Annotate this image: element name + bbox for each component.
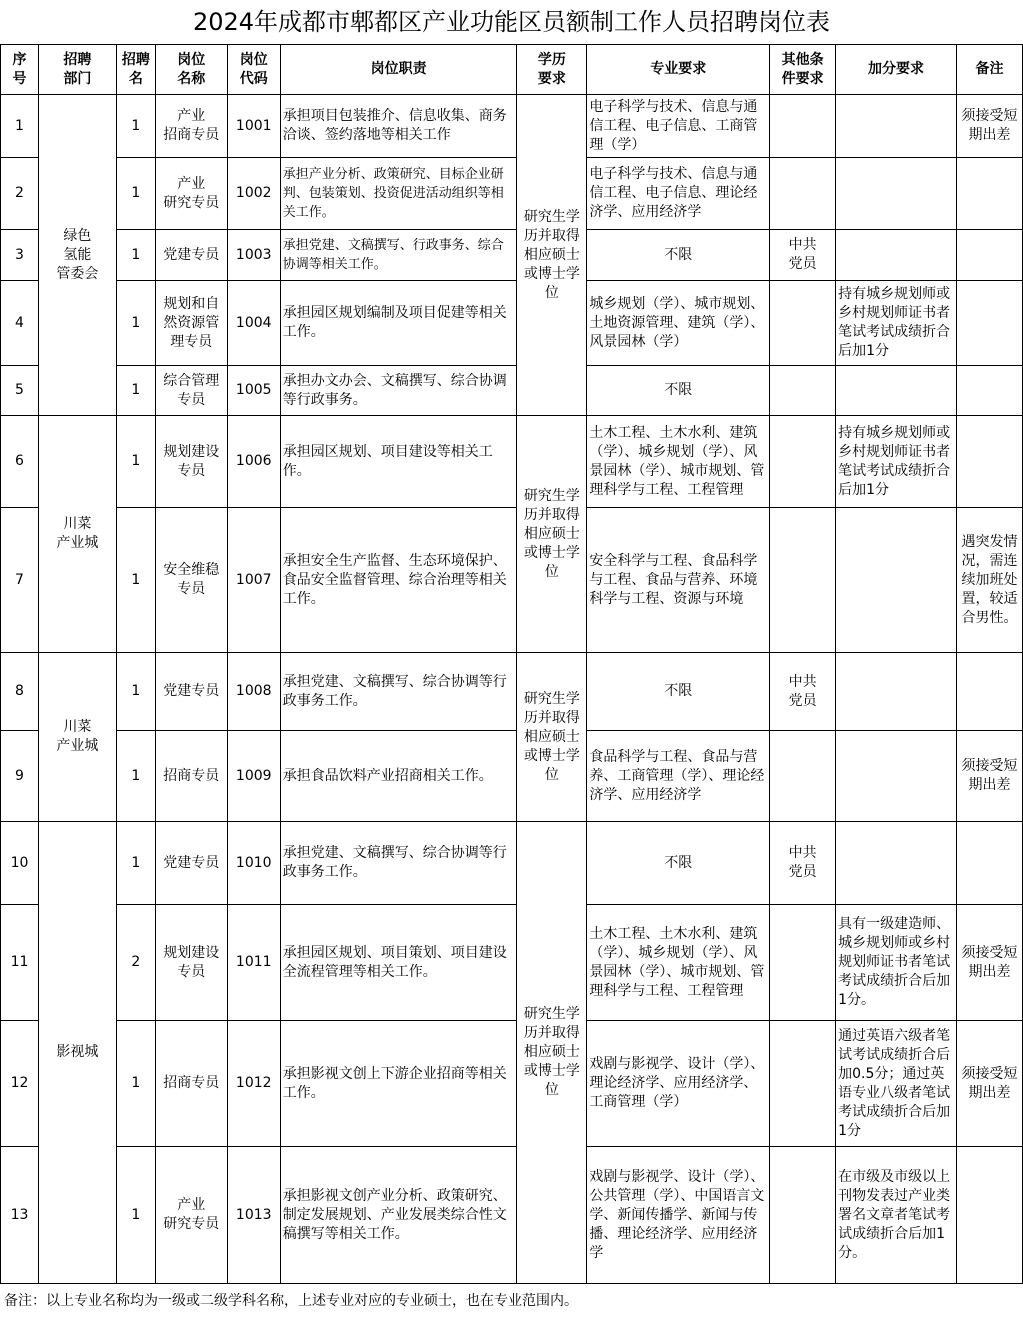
- cell-post-name: 招商专员: [155, 1021, 227, 1147]
- cell-dept: 川菜 产业城: [38, 653, 116, 822]
- table-row: [1, 158, 1023, 230]
- cell-dept: 影视城: [38, 822, 116, 1284]
- cell-post-name: 产业 研究专员: [155, 158, 227, 230]
- cell-edu: 研究生学历并取得相应硕士或博士学位: [517, 653, 587, 822]
- header-row: [1, 45, 1023, 95]
- cell-major: 不限: [587, 822, 770, 905]
- cell-seq: 2: [1, 158, 39, 230]
- cell-duty: 承担园区规划、项目策划、项目建设全流程管理等相关工作。: [280, 905, 517, 1021]
- header-major: 专业要求: [587, 45, 770, 95]
- cell-other: 中共 党员: [770, 822, 836, 905]
- header-seq: 序 号: [1, 45, 39, 95]
- table-row: [1, 1021, 1023, 1147]
- cell-major: 土木工程、土木水利、建筑（学）、城乡规划（学）、风景园林（学）、城市规划、管理科学与工程、工程管理: [587, 905, 770, 1021]
- cell-duty: 承担园区规划、项目建设等相关工作。: [280, 416, 517, 508]
- cell-seq: 10: [1, 822, 39, 905]
- header-bonus: 加分要求: [836, 45, 957, 95]
- cell-bonus: 具有一级建造师、城乡规划师或乡村规划师证书者笔试考试成绩折合后加1分。: [836, 905, 957, 1021]
- cell-count: 1: [116, 230, 155, 281]
- cell-other: [770, 95, 836, 158]
- cell-post-name: 综合管理 专员: [155, 366, 227, 416]
- cell-seq: 8: [1, 653, 39, 731]
- cell-duty: 承担项目包装推介、信息收集、商务洽谈、签约落地等相关工作: [280, 95, 517, 158]
- cell-bonus: [836, 366, 957, 416]
- cell-other: [770, 1147, 836, 1284]
- cell-major: 安全科学与工程、食品科学与工程、食品与营养、环境科学与工程、资源与环境: [587, 508, 770, 653]
- table-row: [1, 731, 1023, 822]
- cell-bonus: 通过英语六级者笔试考试成绩折合后加0.5分；通过英语专业八级者笔试考试成绩折合后加1分: [836, 1021, 957, 1147]
- cell-seq: 5: [1, 366, 39, 416]
- header-post-code: 岗位 代码: [227, 45, 280, 95]
- cell-major: 戏剧与影视学、设计（学）、理论经济学、应用经济学、工商管理（学）: [587, 1021, 770, 1147]
- table-row: [1, 508, 1023, 653]
- cell-count: 1: [116, 281, 155, 366]
- cell-bonus: [836, 822, 957, 905]
- cell-post-code: 1006: [227, 416, 280, 508]
- cell-count: 2: [116, 905, 155, 1021]
- cell-duty: 承担办文办会、文稿撰写、综合协调等行政事务。: [280, 366, 517, 416]
- cell-post-name: 安全维稳 专员: [155, 508, 227, 653]
- cell-seq: 9: [1, 731, 39, 822]
- cell-count: 1: [116, 731, 155, 822]
- cell-count: 1: [116, 1021, 155, 1147]
- cell-edu: 研究生学历并取得相应硕士或博士学位: [517, 95, 587, 416]
- cell-post-name: 党建专员: [155, 653, 227, 731]
- cell-post-name: 产业 招商专员: [155, 95, 227, 158]
- cell-seq: 7: [1, 508, 39, 653]
- cell-duty: 承担党建、文稿撰写、综合协调等行政事务工作。: [280, 822, 517, 905]
- header-other: 其他条 件要求: [770, 45, 836, 95]
- cell-bonus: [836, 508, 957, 653]
- table-row: [1, 281, 1023, 366]
- cell-remark: [956, 281, 1022, 366]
- cell-remark: [956, 158, 1022, 230]
- cell-count: 1: [116, 508, 155, 653]
- table-row: [1, 366, 1023, 416]
- cell-duty: 承担影视文创上下游企业招商等相关工作。: [280, 1021, 517, 1147]
- cell-major: 戏剧与影视学、设计（学）、公共管理（学）、中国语言文学、新闻传播学、新闻与传播、理论经济学、应用经济学: [587, 1147, 770, 1284]
- cell-bonus: [836, 95, 957, 158]
- cell-post-name: 党建专员: [155, 822, 227, 905]
- cell-other: [770, 1021, 836, 1147]
- cell-dept: 川菜 产业城: [38, 416, 116, 653]
- cell-duty: 承担党建、文稿撰写、综合协调等行政事务工作。: [280, 653, 517, 731]
- cell-bonus: [836, 731, 957, 822]
- cell-major: 不限: [587, 653, 770, 731]
- cell-post-code: 1001: [227, 95, 280, 158]
- header-post-name: 岗位 名称: [155, 45, 227, 95]
- cell-count: 1: [116, 158, 155, 230]
- table-row: [1, 1147, 1023, 1284]
- cell-count: 1: [116, 95, 155, 158]
- cell-remark: 须接受短期出差: [956, 905, 1022, 1021]
- cell-post-code: 1008: [227, 653, 280, 731]
- cell-count: 1: [116, 416, 155, 508]
- cell-count: 1: [116, 822, 155, 905]
- cell-edu: 研究生学历并取得相应硕士或博士学位: [517, 416, 587, 653]
- cell-post-code: 1011: [227, 905, 280, 1021]
- header-remark: 备注: [956, 45, 1022, 95]
- cell-count: 1: [116, 653, 155, 731]
- cell-other: 中共 党员: [770, 653, 836, 731]
- cell-post-code: 1004: [227, 281, 280, 366]
- cell-remark: 须接受短期出差: [956, 731, 1022, 822]
- table-row: [1, 230, 1023, 281]
- cell-seq: 1: [1, 95, 39, 158]
- cell-major: 不限: [587, 230, 770, 281]
- cell-bonus: 持有城乡规划师或乡村规划师证书者笔试考试成绩折合后加1分: [836, 281, 957, 366]
- header-dept: 招聘 部门: [38, 45, 116, 95]
- cell-post-name: 党建专员: [155, 230, 227, 281]
- cell-remark: [956, 1147, 1022, 1284]
- page-title: 2024年成都市郫都区产业功能区员额制工作人员招聘岗位表: [192, 8, 831, 36]
- cell-remark: [956, 653, 1022, 731]
- footnote: 备注：以上专业名称均为一级或二级学科名称，上述专业对应的专业硕士，也在专业范围内。: [4, 1293, 578, 1309]
- cell-major: 电子科学与技术、信息与通信工程、电子信息、工商管理（学）: [587, 95, 770, 158]
- cell-post-name: 产业 研究专员: [155, 1147, 227, 1284]
- cell-remark: [956, 416, 1022, 508]
- cell-bonus: [836, 230, 957, 281]
- cell-duty: 承担党建、文稿撰写、行政事务、综合协调等相关工作。: [280, 230, 517, 281]
- cell-remark: [956, 822, 1022, 905]
- cell-dept: 绿色 氢能 管委会: [38, 95, 116, 416]
- cell-duty: 承担食品饮料产业招商相关工作。: [280, 731, 517, 822]
- cell-post-code: 1005: [227, 366, 280, 416]
- cell-remark: 须接受短期出差: [956, 95, 1022, 158]
- cell-duty: 承担影视文创产业分析、政策研究、制定发展规划、产业发展类综合性文稿撰写等相关工作。: [280, 1147, 517, 1284]
- cell-post-code: 1013: [227, 1147, 280, 1284]
- cell-post-code: 1009: [227, 731, 280, 822]
- cell-other: [770, 281, 836, 366]
- cell-remark: 须接受短期出差: [956, 1021, 1022, 1147]
- cell-other: [770, 731, 836, 822]
- header-count: 招聘 名: [116, 45, 155, 95]
- cell-seq: 11: [1, 905, 39, 1021]
- header-edu: 学历 要求: [517, 45, 587, 95]
- cell-seq: 4: [1, 281, 39, 366]
- cell-seq: 12: [1, 1021, 39, 1147]
- cell-major: 土木工程、土木水利、建筑（学）、城乡规划（学）、风景园林（学）、城市规划、管理科学与工程、工程管理: [587, 416, 770, 508]
- cell-major: 食品科学与工程、食品与营养、工商管理（学）、理论经济学、应用经济学: [587, 731, 770, 822]
- table-row: [1, 905, 1023, 1021]
- cell-post-code: 1007: [227, 508, 280, 653]
- cell-remark: [956, 366, 1022, 416]
- cell-other: [770, 508, 836, 653]
- cell-post-code: 1010: [227, 822, 280, 905]
- cell-seq: 6: [1, 416, 39, 508]
- cell-major: 不限: [587, 366, 770, 416]
- cell-other: [770, 366, 836, 416]
- cell-post-code: 1012: [227, 1021, 280, 1147]
- cell-post-name: 规划建设 专员: [155, 905, 227, 1021]
- table-row: [1, 95, 1023, 158]
- cell-post-name: 规划建设 专员: [155, 416, 227, 508]
- cell-remark: [956, 230, 1022, 281]
- cell-seq: 3: [1, 230, 39, 281]
- cell-post-name: 招商专员: [155, 731, 227, 822]
- cell-bonus: [836, 158, 957, 230]
- cell-post-code: 1003: [227, 230, 280, 281]
- header-duty: 岗位职责: [280, 45, 517, 95]
- recruitment-table: [0, 44, 1023, 1284]
- cell-other: [770, 158, 836, 230]
- cell-count: 1: [116, 366, 155, 416]
- cell-count: 1: [116, 1147, 155, 1284]
- cell-duty: 承担产业分析、政策研究、目标企业研判、包装策划、投资促进活动组织等相关工作。: [280, 158, 517, 230]
- cell-bonus: [836, 653, 957, 731]
- cell-seq: 13: [1, 1147, 39, 1284]
- cell-bonus: 持有城乡规划师或乡村规划师证书者笔试考试成绩折合后加1分: [836, 416, 957, 508]
- table-row: [1, 416, 1023, 508]
- cell-other: 中共 党员: [770, 230, 836, 281]
- cell-other: [770, 905, 836, 1021]
- cell-major: 电子科学与技术、信息与通信工程、电子信息、理论经济学、应用经济学: [587, 158, 770, 230]
- table-row: [1, 822, 1023, 905]
- cell-duty: 承担园区规划编制及项目促建等相关工作。: [280, 281, 517, 366]
- cell-bonus: 在市级及市级以上刊物发表过产业类署名文章者笔试考试成绩折合后加1分。: [836, 1147, 957, 1284]
- cell-duty: 承担安全生产监督、生态环境保护、食品安全监督管理、综合治理等相关工作。: [280, 508, 517, 653]
- cell-major: 城乡规划（学）、城市规划、土地资源管理、建筑（学）、风景园林（学）: [587, 281, 770, 366]
- cell-remark: 遇突发情况，需连续加班处置，较适合男性。: [956, 508, 1022, 653]
- cell-post-name: 规划和自然资源管理专员: [155, 281, 227, 366]
- cell-edu: 研究生学历并取得相应硕士或博士学位: [517, 822, 587, 1284]
- cell-post-code: 1002: [227, 158, 280, 230]
- cell-other: [770, 416, 836, 508]
- table-row: [1, 653, 1023, 731]
